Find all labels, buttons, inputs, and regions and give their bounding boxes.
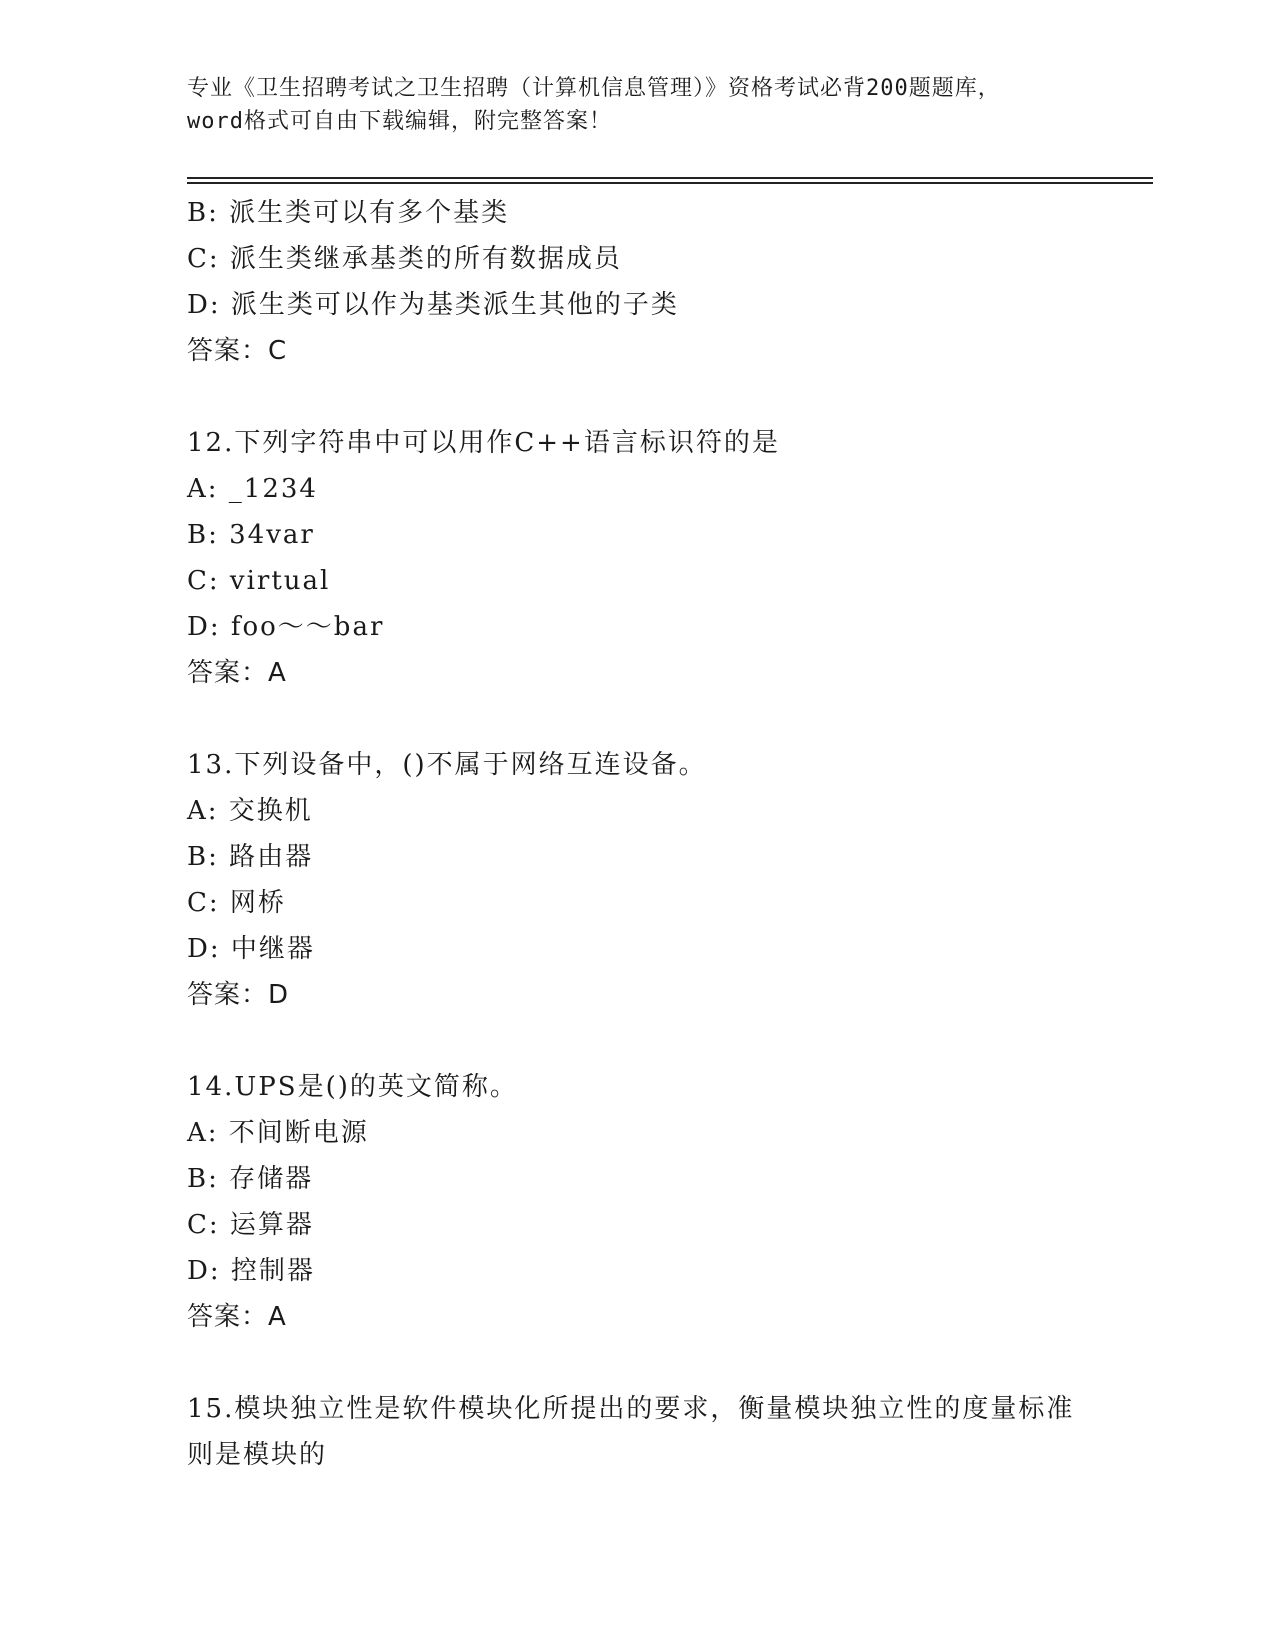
question-13 xyxy=(187,742,1087,1018)
option-c: C: 派生类继承基类的所有数据成员 xyxy=(187,244,622,274)
answer: 答案：C xyxy=(187,336,288,366)
option-c: C: 网桥 xyxy=(187,888,286,918)
header-line-2: word格式可自由下载编辑，附完整答案！ xyxy=(187,109,612,134)
header-line-1: 专业《卫生招聘考试之卫生招聘（计算机信息管理）》资格考试必背200题题库， xyxy=(187,76,1001,101)
document-header xyxy=(187,72,1087,138)
option-c: C: virtual xyxy=(187,566,331,596)
option-b: B: 路由器 xyxy=(187,842,314,872)
question-text: 15.模块独立性是软件模块化所提出的要求，衡量模块独立性的度量标准则是模块的 xyxy=(187,1394,1075,1470)
option-b: B: 34var xyxy=(187,520,315,550)
question-text: 13.下列设备中，()不属于网络互连设备。 xyxy=(187,750,707,780)
header-divider-bottom xyxy=(187,182,1153,184)
question-list xyxy=(187,190,1087,1478)
question-14 xyxy=(187,1064,1087,1340)
option-b: B: 存储器 xyxy=(187,1164,314,1194)
option-a: A: _1234 xyxy=(187,474,318,504)
option-b: B: 派生类可以有多个基类 xyxy=(187,198,510,228)
answer: 答案：A xyxy=(187,658,287,688)
answer: 答案：A xyxy=(187,1302,287,1332)
answer: 答案：D xyxy=(187,980,290,1010)
question-15 xyxy=(187,1386,1087,1478)
option-d: D: 控制器 xyxy=(187,1256,315,1286)
option-d: D: 派生类可以作为基类派生其他的子类 xyxy=(187,290,679,320)
header-divider-top xyxy=(187,177,1153,179)
option-a: A: 交换机 xyxy=(187,796,313,826)
question-11 xyxy=(187,190,1087,374)
question-text: 12.下列字符串中可以用作C++语言标识符的是 xyxy=(187,428,780,458)
option-d: D: foo～～bar xyxy=(187,612,385,642)
question-text: 14.UPS是()的英文简称。 xyxy=(187,1072,518,1102)
question-12 xyxy=(187,420,1087,696)
option-c: C: 运算器 xyxy=(187,1210,314,1240)
option-d: D: 中继器 xyxy=(187,934,315,964)
option-a: A: 不间断电源 xyxy=(187,1118,369,1148)
